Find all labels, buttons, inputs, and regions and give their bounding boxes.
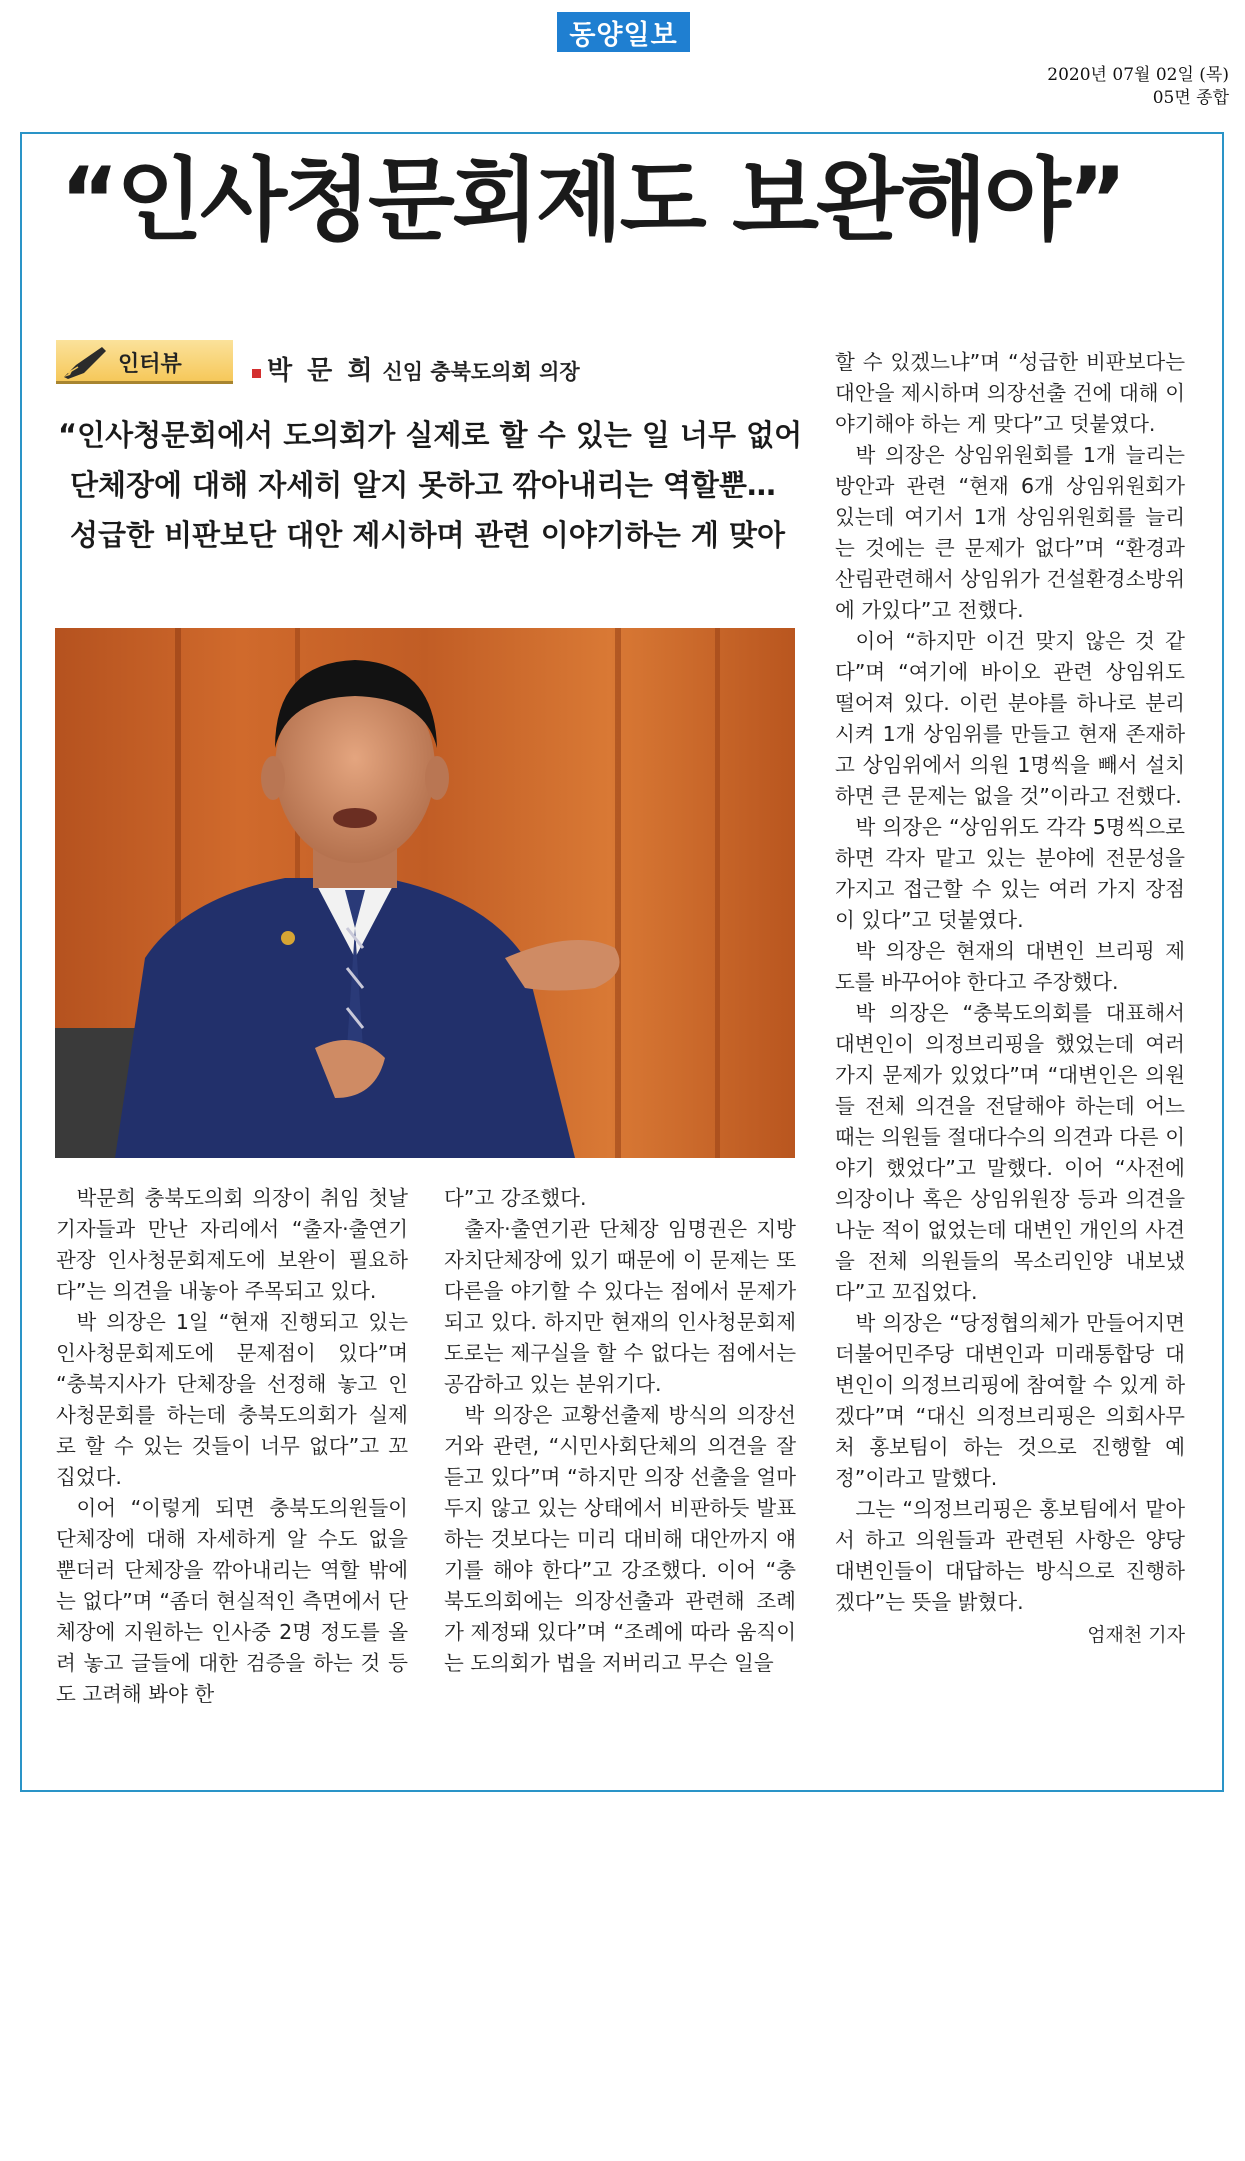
dateline — [1047, 64, 1229, 110]
red-square-bullet — [252, 369, 261, 378]
interview-label: 인터뷰 — [118, 352, 182, 377]
paragraph: 박 의장은 교황선출제 방식의 의장선거와 관련, “시민사회단체의 의견을 잘 듣고 있다”며 “하지만 의장 선출을 얼마 두지 않고 있는 상태에서 비판하듯 발표하는 것보다는 미리 대비해 대안까지 얘기를 해야 한다”고 강조했다. 이어 “충북도의회에는 의장선출과 관련해 조례가 제정돼 있다”며 “조례에 따라 움직이는 도의회가 법을 저버리고 무슨 일을 — [444, 1403, 796, 1675]
body-column-2 — [444, 1183, 796, 1679]
subhead-line: 성급한 비판보단 대안 제시하며 관련 이야기하는 게 맞아 — [70, 518, 785, 552]
subheadline — [58, 410, 818, 560]
paragraph: 박 의장은 상임위원회를 1개 늘리는 방안과 관련 “현재 6개 상임위원회가 있는데 여기서 1개 상임위원회를 늘리는 것에는 큰 문제가 없다”며 “환경과 산림관련해서 상임위가 건설환경소방위에 가있다”고 전했다. — [835, 443, 1185, 622]
page-section: 05면 종합 — [1152, 88, 1229, 108]
interviewee-role: 신임 충북도의회 의장 — [382, 360, 580, 384]
paragraph: 출자·출연기관 단체장 임명권은 지방자치단체장에 있기 때문에 이 문제는 또 다른을 야기할 수 있다는 점에서 문제가 되고 있다. 하지만 현재의 인사청문회제도로는 제구실을 할 수 없다는 점에서는 공감하고 있는 분위기다. — [444, 1217, 796, 1396]
paragraph: 이어 “이렇게 되면 충북도의원들이 단체장에 대해 자세하게 알 수도 없을 뿐더러 단체장을 깎아내리는 역할 밖에는 없다”며 “좀더 현실적인 측면에서 단체장에 지원하는 인사중 2명 정도를 올려 놓고 글들에 대한 검증을 하는 것 등도 고려해 봐야 한 — [56, 1496, 408, 1706]
paragraph: 할 수 있겠느냐”며 “성급한 비판보다는 대안을 제시하며 의장선출 건에 대해 이야기해야 하는 게 맞다”고 덧붙였다. — [835, 350, 1185, 436]
headline: “인사청문회제도 보완해야” — [60, 148, 1124, 253]
fountain-pen-icon — [62, 343, 110, 379]
paragraph: 박문희 충북도의회 의장이 취임 첫날 기자들과 만난 자리에서 “출자·출연기관장 인사청문회제도에 보완이 필요하다”는 의견을 내놓아 주목되고 있다. — [56, 1186, 408, 1303]
body-column-3 — [835, 347, 1185, 1651]
paragraph: 이어 “하지만 이건 맞지 않은 것 같다”며 “여기에 바이오 관련 상임위도 떨어져 있다. 이런 분야를 하나로 분리시켜 1개 상임위를 만들고 현재 존재하고 상임위에서 의원 1명씩을 빼서 설치하면 큰 문제는 없을 것”이라고 전했다. — [835, 629, 1185, 808]
issue-date: 2020년 07월 02일 (목) — [1047, 65, 1229, 85]
newspaper-masthead: 동양일보 — [557, 12, 690, 52]
paragraph: 박 의장은 “당정협의체가 만들어지면 더불어민주당 대변인과 미래통합당 대변인이 의정브리핑에 참여할 수 있게 하겠다”며 “대신 의정브리핑은 의회사무처 홍보팀이 하는 것으로 진행할 예정”이라고 말했다. — [835, 1311, 1185, 1490]
paragraph: 박 의장은 “상임위도 각각 5명씩으로 하면 각자 맡고 있는 분야에 전문성을 가지고 접근할 수 있는 여러 가지 장점이 있다”고 덧붙였다. — [835, 815, 1185, 932]
paragraph: 박 의장은 현재의 대변인 브리핑 제도를 바꾸어야 한다고 주장했다. — [835, 939, 1185, 994]
paragraph: 박 의장은 “충북도의회를 대표해서 대변인이 의정브리핑을 했었는데 여러 가지 문제가 있었다”며 “대변인은 의원들 전체 의견을 전달해야 하는데 어느 때는 의원들 절대다수의 의견과 다른 이야기 했었다”고 말했다. 이어 “사전에 의장이나 혹은 상임위원장 등과 의견을 나눈 적이 없었는데 대변인 개인의 사견을 전체 의원들의 목소리인양 내보냈다”고 꼬집었다. — [835, 1001, 1185, 1304]
interview-photo — [55, 628, 795, 1158]
paragraph: 그는 “의정브리핑은 홍보팀에서 맡아서 하고 의원들과 관련된 사항은 양당 대변인들이 대답하는 방식으로 진행하겠다”는 뜻을 밝혔다. — [835, 1497, 1185, 1614]
reporter-credit: 엄재천 기자 — [1087, 1624, 1185, 1646]
paragraph: 박 의장은 1일 “현재 진행되고 있는 인사청문회제도에 문제점이 있다”며 “충북지사가 단체장을 선정해 놓고 인사청문회를 하는데 충북도의회가 실제로 할 수 있는 것들이 너무 없다”고 꼬집었다. — [56, 1310, 408, 1489]
interviewee-name: 박 문 희 — [267, 356, 376, 386]
body-column-1 — [56, 1183, 408, 1710]
paragraph: 다”고 강조했다. — [444, 1186, 587, 1210]
byline — [252, 350, 580, 387]
subhead-line: “인사청문회에서 도의회가 실제로 할 수 있는 일 너무 없어 — [58, 418, 803, 452]
subhead-line: 단체장에 대해 자세히 알지 못하고 깎아내리는 역할뿐… — [70, 468, 776, 502]
